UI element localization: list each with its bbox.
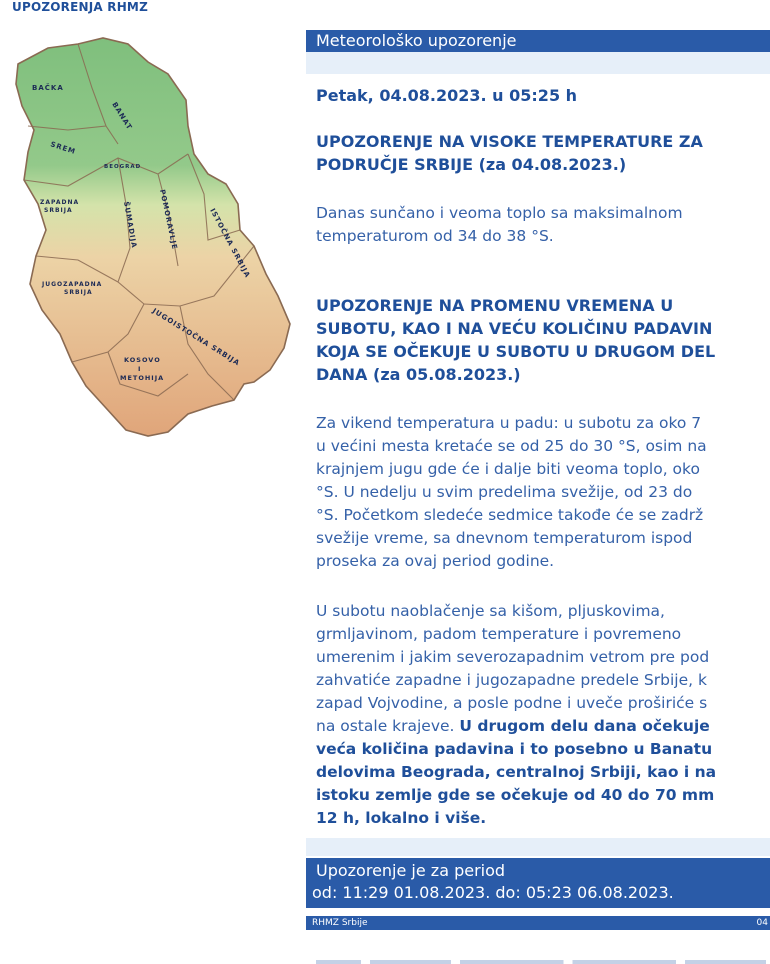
warning2-bold-line: 12 h, lokalno i više. [316, 809, 487, 827]
footer-source: RHMZ Srbije [312, 918, 368, 928]
warning2-body-line: °S. U nedelju u svim predelima svežije, od 23 do [316, 483, 693, 501]
warning1-body-line: temperaturom od 34 do 38 °S. [316, 227, 554, 245]
warning-header: Meteorološko upozorenje [306, 30, 770, 52]
warning2-title [316, 294, 715, 386]
warning2-title-line: UPOZORENJE NA PROMENU VREMENA U [316, 296, 674, 315]
map-label-banat: BANAT [110, 100, 134, 132]
map-label-zapadna-srbija: ZAPADNA SRBIJA [40, 199, 80, 214]
map-label-sumadija: ŠUMADIJA [122, 200, 139, 250]
footer-page-number: 04 [756, 918, 768, 928]
warning2-title-line: DANA (za 05.08.2023.) [316, 365, 521, 384]
period-dates: od: 11:29 01.08.2023. do: 05:23 06.08.2023. [312, 883, 674, 902]
warning2-body [316, 412, 707, 573]
warning2-body2-line: zapad Vojvodine, a posle podne i uveče proširiće s [316, 694, 708, 712]
warning1-body-line: Danas sunčano i veoma toplo sa maksimalnom [316, 204, 683, 222]
map-label-istocna-srbija: ISTOČNA SRBIJA [208, 207, 252, 280]
warning2-mixed-line [316, 715, 716, 738]
footer-bar [306, 916, 770, 930]
warning1-title [316, 130, 703, 176]
warning2-body-line: krajnjem jugu gde će i dalje biti veoma toplo, oko [316, 460, 700, 478]
warning2-body-line: proseka za ovaj period godine. [316, 552, 555, 570]
warning2-bold-line: veća količina padavina i to posebno u Banatu [316, 740, 713, 758]
serbia-region-map [8, 34, 298, 446]
warning2-body-line: Za vikend temperatura u padu: u subotu za oko 7 [316, 414, 702, 432]
map-label-kosovo-i-metohija: KOSOVO I METOHIJA [120, 356, 165, 382]
map-label-beograd: BEOGRAD [104, 164, 142, 170]
warning2-bold-line: delovima Beograda, centralnoj Srbiji, kao i na [316, 763, 717, 781]
page-title: UPOZORENJA RHMZ [12, 0, 148, 14]
warning2-title-line: KOJA SE OČEKUJE U SUBOTU U DRUGOM DEL [316, 342, 716, 361]
map-label-backa: BAČKA [32, 84, 64, 92]
clipped-text-row [316, 950, 766, 964]
warning1-title-line: PODRUČJE SRBIJE (za 04.08.2023.) [316, 155, 627, 174]
map-svg [8, 34, 298, 446]
warning2-body2-line: zahvatiće zapadne i jugozapadne predele Srbije, k [316, 671, 707, 689]
warning-panel [306, 0, 770, 964]
header-underbar [306, 52, 770, 74]
period-underbar [306, 838, 770, 856]
map-label-jugoistocna-srbija: JUGOISTOČNA SRBIJA [150, 306, 242, 368]
warning2-body-line: °S. Početkom sledeće sedmice takođe će se zadrž [316, 506, 704, 524]
map-label-jugozapadna-srbija: JUGOZAPADNA SRBIJA [42, 281, 103, 296]
map-label-pomoravlje: POMORAVLJE [158, 188, 179, 251]
warning2-bold-line: istoku zemlje gde se očekuje od 40 do 70 mm [316, 786, 715, 804]
period-title: Upozorenje je za period [316, 861, 506, 880]
warning1-title-line: UPOZORENJE NA VISOKE TEMPERATURE ZA [316, 132, 703, 151]
warning2-body2-line: grmljavinom, padom temperature i povremeno [316, 625, 682, 643]
warning2-body2 [316, 600, 716, 830]
mixed-line-bold: U drugom delu dana očekuje [459, 717, 710, 735]
mixed-line-normal: na ostale krajeve. [316, 717, 460, 735]
warning2-body-line: svežije vreme, sa dnevnom temperaturom ispod [316, 529, 693, 547]
warning-datetime: Petak, 04.08.2023. u 05:25 h [316, 86, 578, 105]
warning2-body-line: u većini mesta kretaće se od 25 do 30 °S, osim na [316, 437, 707, 455]
warning1-body [316, 202, 683, 248]
warning-period-box [306, 858, 770, 908]
map-label-srem: SREM [49, 140, 77, 156]
warning2-body2-line: umerenim i jakim severozapadnim vetrom pre pod [316, 648, 710, 666]
warning2-title-line: SUBOTU, KAO I NA VEĆU KOLIČINU PADAVIN [316, 319, 713, 338]
warning2-body2-line: U subotu naoblačenje sa kišom, pljuskovima, [316, 602, 665, 620]
